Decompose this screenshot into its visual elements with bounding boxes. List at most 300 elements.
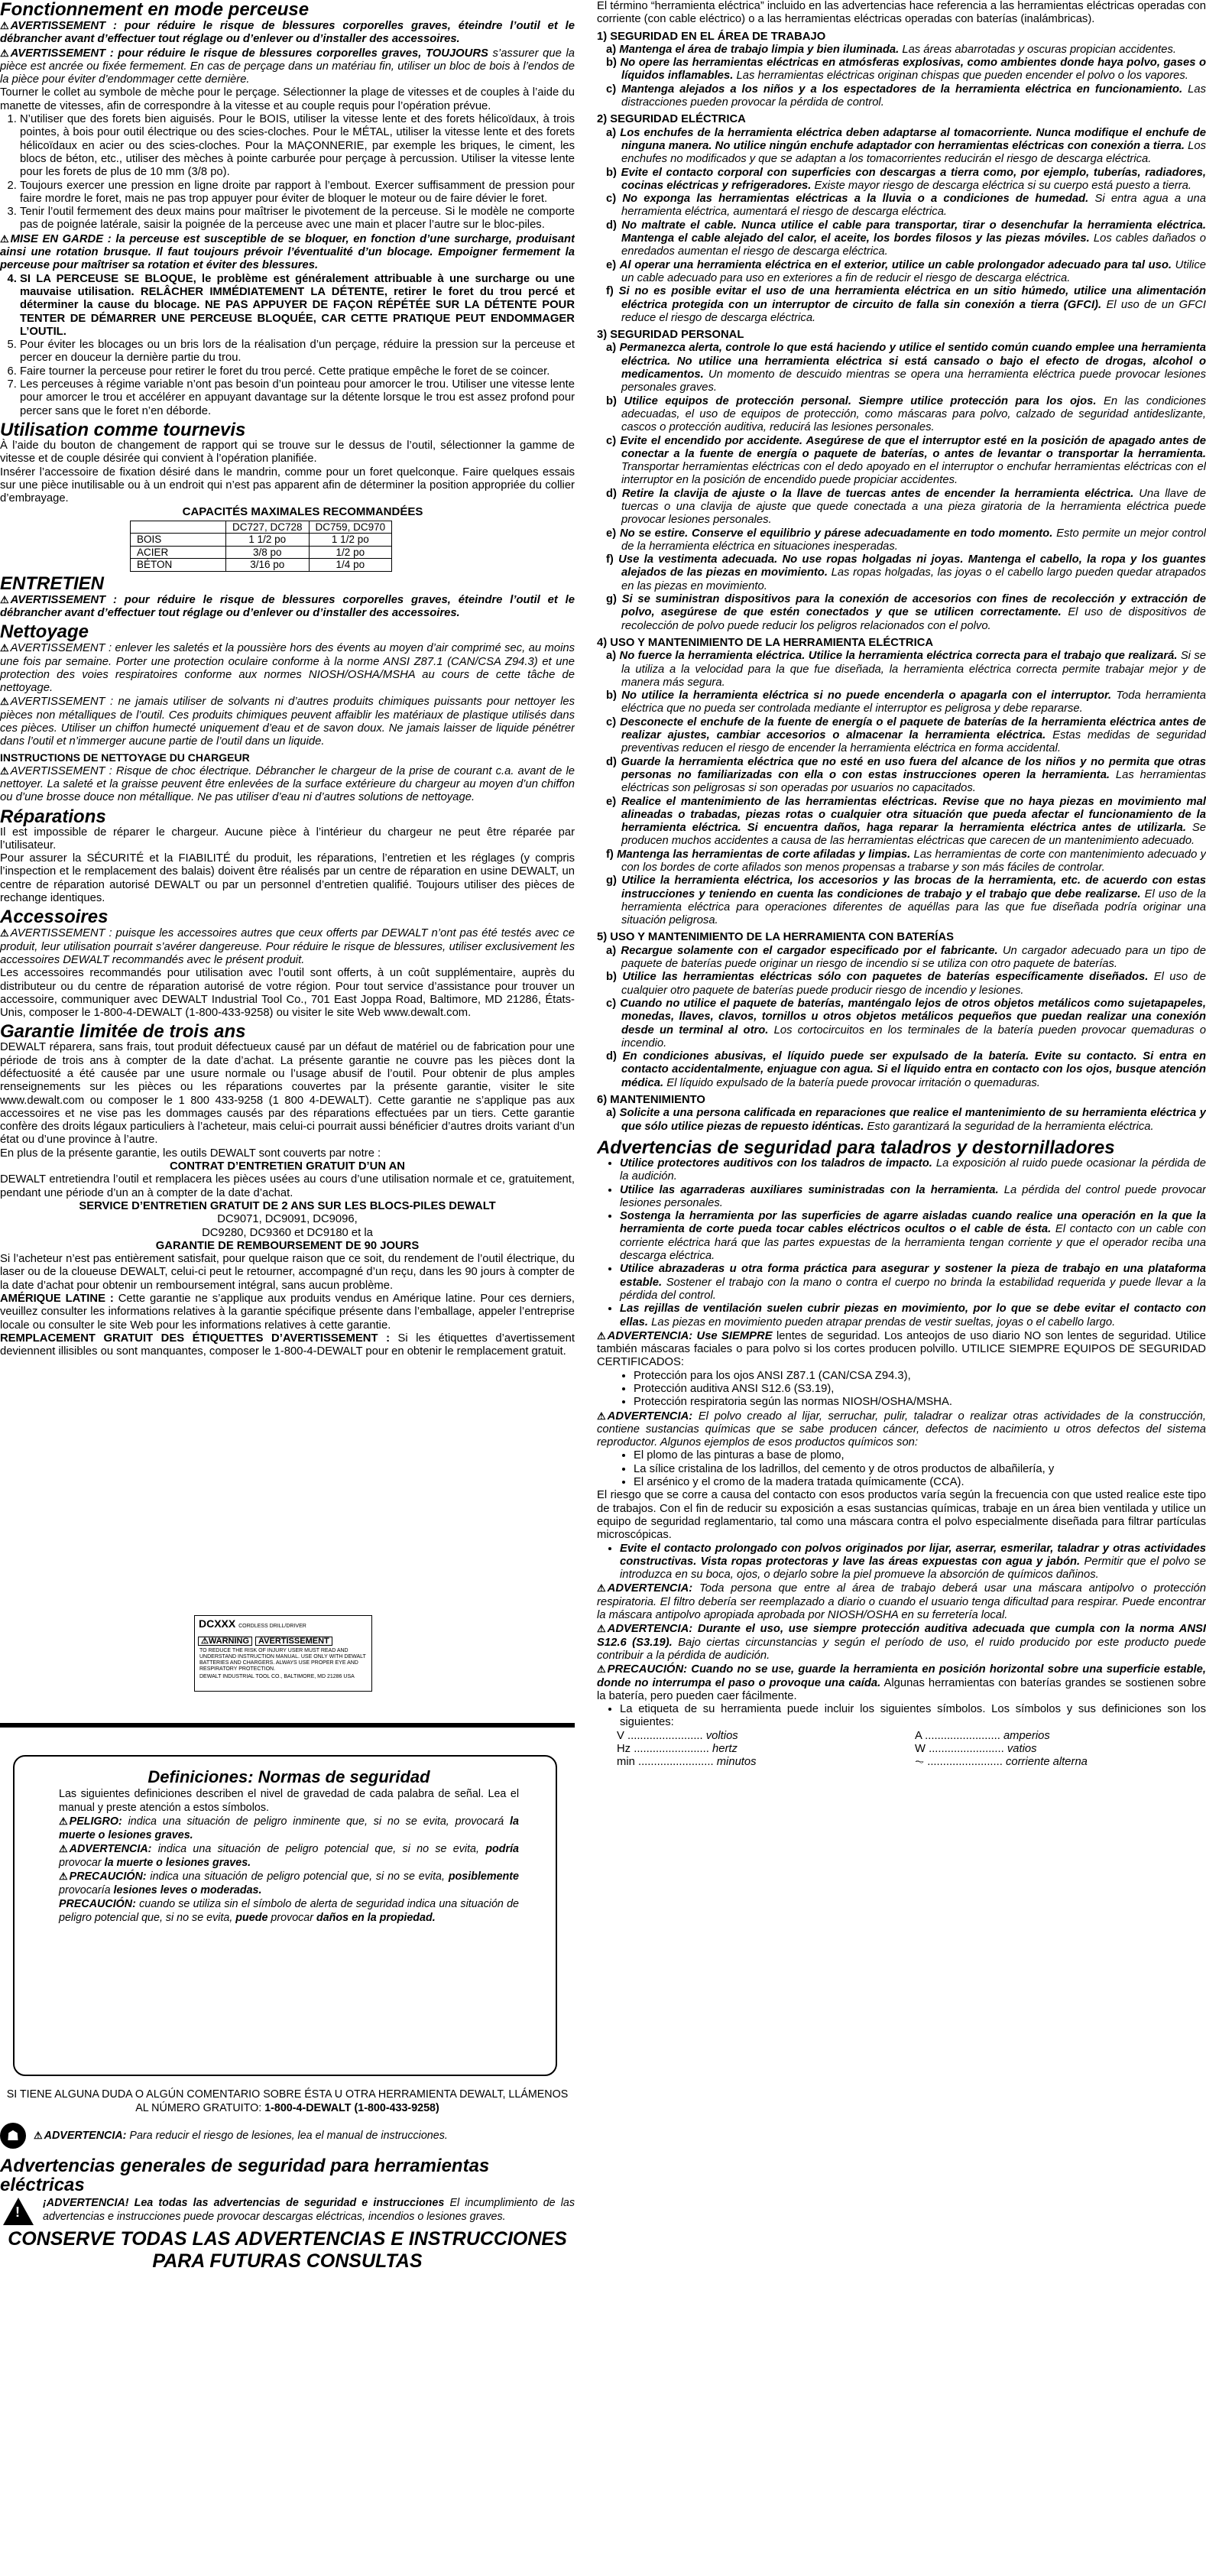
- garantie-title: Garantie limitée de trois ans: [0, 1021, 246, 1043]
- mise-en-garde: [0, 232, 575, 273]
- item-letter: c): [606, 83, 617, 96]
- nettoyage-warning-1: [0, 641, 575, 695]
- symbol-meaning: amperios: [1003, 1729, 1050, 1742]
- prec-text: Algunas herramientas con baterías grandes se sostienen sobre la batería, pero pueden caer fácilmente.: [597, 1676, 1206, 1702]
- leader-dots: ........................: [634, 1756, 717, 1769]
- warning-triangle-icon: ⚠: [597, 1623, 606, 1635]
- fonct-warning-2-bold: AVERTISSEMENT : pour réduire le risque de blessures corporelles graves, TOUJOURS: [10, 47, 488, 60]
- list-item: [606, 487, 1206, 527]
- def-advertencia-end: la muerte o lesiones graves.: [104, 1857, 251, 1869]
- label-model: [195, 1616, 371, 1634]
- list-item: 7. Les perceuses à régime variable n’ont pas besoin d’un pointeau pour amorcer le trou. Utiliser une vitesse lente pour amorcer le trou et accélérer en appuyant davantage sur la détente lorsque le trou est assez profond pour percer sans que le foret n’en déborde.: [20, 378, 575, 418]
- label-subtitle: CORDLESS DRILL/DRIVER: [238, 1624, 306, 1629]
- list-item: [606, 285, 1206, 325]
- bullet-detail-text: Sostener el trabajo con la mano o contra el cuerpo no brinda la estabilidad requerida y puede llevar a la pérdida del control.: [620, 1276, 1206, 1302]
- list-item: [606, 553, 1206, 593]
- item-bold-text: No se estire. Conserve el equilibrio y párese adecuadamente en todo momento.: [619, 527, 1053, 540]
- spanish-intro: [0, 2088, 575, 2273]
- contact-phone: 1-800-4-DEWALT (1-800-433-9258): [264, 2102, 439, 2114]
- entretien-warning-text: AVERTISSEMENT : pour réduire le risque de blessures corporelles graves, éteindre l’outil et le débrancher avant d’effectuer tout réglage ou d’enlever ou d’installer des accessoires.: [0, 593, 575, 619]
- reparations-title: Réparations: [0, 806, 106, 827]
- nettoyage-warning-2-text: AVERTISSEMENT : ne jamais utiliser de solvants ni d’autres produits chimiques puissants pour nettoyer les pièces non métalliques de l’outil. Ces produits chimiques peuvent affaiblir les matériaux de plastique utilisés dans ces pièces. Utiliser un chiffon humecté uniquement d’eau et de savon doux. Ne jamais laisser de liquide pénétrer dans l’outil et n’immerger aucune partie de l’outil dans un liquide.: [0, 696, 575, 748]
- item-letter: a): [606, 43, 617, 56]
- list-item: [620, 1263, 1206, 1303]
- item-letter: c): [606, 997, 617, 1010]
- label-model-text: DCXXX: [199, 1617, 236, 1630]
- item-letter: g): [606, 874, 617, 887]
- item-letter: f): [606, 848, 614, 861]
- fonct-list: [0, 113, 575, 232]
- prec-label: PRECAUCIÓN: Cuando no se use, guarde la herramienta en posición horizontal sobre una superficie estable, donde no interrumpa el paso o provoque una caída.: [597, 1663, 1206, 1689]
- item-detail-text: Se producen muchos accidentes a causa de las herramientas eléctricas que carecen de un mantenimiento adecuado.: [621, 822, 1206, 848]
- spanish-column: [597, 0, 1206, 2576]
- def-precaucion-2-text: cuando se utiliza sin el símbolo de alerta de seguridad indica una situación de peligro potencial que, si no se evita,: [59, 1898, 519, 1924]
- item-bold-text: Desconecte el enchufe de la fuente de energía o el paquete de baterías de la herramienta eléctrica antes de realizar ajustes, cambiar accesorios o almacenar la herramienta eléctrica.: [620, 715, 1206, 742]
- item-letter: g): [606, 593, 617, 606]
- section-1-title: 1) SEGURIDAD EN EL ÁREA DE TRABAJO: [597, 30, 826, 43]
- french-text: [0, 0, 575, 1613]
- nettoyage-warning-2: [0, 695, 575, 748]
- list-item: [606, 593, 1206, 633]
- table-cell: 1/2 po: [309, 546, 392, 559]
- symbol-glyph: W: [915, 1743, 926, 1755]
- list-item: [606, 166, 1206, 193]
- read-manual-label: ADVERTENCIA:: [44, 2129, 127, 2142]
- item-bold-text: Los enchufes de la herramienta eléctrica deben adaptarse al tomacorriente. Nunca modifique el enchufe de ninguna manera. No utilice ningún enchufe adaptador con herramientas eléctricas con conexión a tierra.: [620, 126, 1206, 152]
- def-peligro-text: indica una situación de peligro inminente que, si no se evita, provocará: [128, 1815, 504, 1828]
- table-cell: BOIS: [131, 534, 226, 547]
- def-advertencia: [59, 1842, 519, 1870]
- chargeur-title: INSTRUCTIONS DE NETTOYAGE DU CHARGEUR: [0, 751, 250, 764]
- section-divider: [0, 1723, 575, 1728]
- warning-label-image: [194, 1615, 372, 1692]
- warning-triangle-icon: ⚠: [0, 593, 9, 605]
- capacity-caption: CAPACITÉS MAXIMALES RECOMMANDÉES: [182, 505, 423, 519]
- contact-line: [0, 2088, 575, 2115]
- item-letter: c): [606, 715, 617, 728]
- item-detail-text: Las herramientas eléctricas son peligrosas si son operadas por usuarios no capacitados.: [621, 768, 1206, 795]
- warning-triangle-icon: ⚠: [59, 1815, 68, 1827]
- adv-siempre-text: lentes de seguridad. Los anteojos de uso diario NO son lentes de seguridad. Utilice también máscaras faciales o para polvo si los cortes producen polvillo. UTILICE SIEMPRE EQUIPOS DE SEGURIDAD CERTIFICADOS:: [597, 1329, 1206, 1369]
- item-detail-text: El líquido expulsado de la batería puede provocar irritación o quemaduras.: [666, 1076, 1040, 1089]
- section-2-list: [597, 127, 1206, 325]
- list-item: [606, 126, 1206, 167]
- remplacement-text: Si les étiquettes d’avertissement deviennent illisibles ou sont manquantes, composer le 1-800-4-DEWALT pour en obtenir le remplacement gratuit.: [0, 1332, 575, 1358]
- warning-triangle-icon: ⚠: [597, 1582, 606, 1595]
- item-letter: e): [606, 527, 617, 540]
- general-warning-text: [43, 2196, 575, 2225]
- item-bold-text: Mantenga el área de trabajo limpia y bien iluminada.: [619, 43, 900, 56]
- leader-dots: ........................: [922, 1729, 1003, 1742]
- item-detail-text: Las distracciones pueden provocar la pérdida de control.: [621, 83, 1206, 109]
- evite-list: [597, 1543, 1206, 1582]
- item-bold-text: Utilice equipos de protección personal. Siempre utilice protección para los ojos.: [624, 394, 1097, 407]
- list-item: [606, 1050, 1206, 1090]
- bullet-detail-text: El contacto con un cable con corriente eléctrica hará que las partes expuestas de la herramienta tengan corriente y que el operador reciba una descarga eléctrica.: [620, 1223, 1206, 1263]
- item-letter: a): [606, 1107, 617, 1120]
- drill-warnings-list: [597, 1157, 1206, 1329]
- read-manual-warning: [0, 2123, 575, 2149]
- item-detail-text: Las herramientas de corte con mantenimiento adecuado y con los bordes de corte afilados son menos propensas a trabarse y son más fáciles de controlar.: [621, 848, 1206, 874]
- list-item: [606, 342, 1206, 394]
- list-item: [606, 219, 1206, 259]
- table-header: DC727, DC728: [226, 521, 310, 534]
- table-header-row: [131, 521, 392, 534]
- section-6-title: 6) MANTENIMIENTO: [597, 1094, 705, 1107]
- list-item: • La sílice cristalina de los ladrillos, del cemento y de otros productos de albañilería, y: [634, 1463, 1206, 1476]
- item-letter: d): [606, 755, 617, 768]
- item-bold-text: Retire la clavija de ajuste o la llave de tuercas antes de encender la herramienta eléctrica.: [621, 487, 1134, 500]
- item-letter: e): [606, 258, 617, 271]
- item-detail-text: Las herramientas eléctricas originan chispas que pueden encender el polvo o los vapores.: [736, 70, 1188, 83]
- bullet-detail-text: La pérdida del control puede provocar lesiones personales.: [620, 1183, 1206, 1209]
- list-item: 1. N’utiliser que des forets bien aiguisés. Pour le BOIS, utiliser la vitesse lente et des forets hélicoïdaux, à trois pointes, à bois pour outil électrique ou des scies-cloches. Pour le MÉTAL, utiliser la vitesse lente et des forets hélicoïdaux en acier ou des scies-cloches. Pour la MAÇONNERIE, par exemple les briques, le ciment, les blocs de béton, etc., utiliser des mèches à pointe carburée pour perçage à percussion. Utiliser la vitesse lente pour les forets de plus de 10 mm (3/8 po).: [20, 113, 575, 179]
- list-item: • El arsénico y el cromo de la madera tratada químicamente (CCA).: [634, 1476, 1206, 1489]
- item-bold-text: Al operar una herramienta eléctrica en el exterior, utilice un cable prolongador adecuado para tal uso.: [619, 258, 1172, 271]
- def-peligro: [59, 1815, 519, 1842]
- item-letter: d): [606, 487, 617, 500]
- item-detail-text: Estas medidas de seguridad preventivas reducen el riesgo de encender la herramienta eléctrica en forma accidental.: [621, 729, 1206, 755]
- def-precaucion-2: [59, 1897, 519, 1925]
- symbol-glyph: min: [617, 1756, 635, 1769]
- item-detail-text: Si se la utiliza a la velocidad para la que fue diseñada, la herramienta eléctrica correcta permite trabajar mejor y de manera más segura.: [621, 650, 1206, 689]
- riesgo-paragraph: El riesgo que se corre a causa del contacto con esos productos varía según la frecuencia con que usted realice este tipo de trabajos. Con el fin de reducir su exposición a esas sustancias químicas, trabaje en un área bien ventilada y utilice un equipo de seguridad reglamentario, tal como una máscara contra el polvo especialmente diseñada para filtrar partículas microscópicas.: [597, 1489, 1206, 1542]
- warning-triangle-icon: ⚠: [0, 20, 9, 31]
- section-3-list: [597, 342, 1206, 633]
- warning-triangle-icon: !: [3, 2198, 34, 2225]
- symbol-definition: [915, 1743, 1206, 1756]
- bullet-bold-text: Utilice protectores auditivos con los taladros de impacto.: [620, 1157, 932, 1170]
- item-detail-text: El uso de dispositivos de recolección de polvo puede reducir los peligros relacionados con el polvo.: [621, 606, 1206, 632]
- adv-aud-text: Bajo ciertas circunstancias y según el período de uso, el ruido producido por este producto puede contribuir a la pérdida de audición.: [597, 1636, 1206, 1662]
- item-bold-text: Guarde la herramienta eléctrica que no esté en uso fuera del alcance de los niños y no permita que otras personas no familiarizadas con ella o con estas instrucciones operen la herramienta.: [621, 755, 1206, 781]
- list-item: • Protección para los ojos ANSI Z87.1 (CAN/CSA Z94.3),: [634, 1370, 1206, 1383]
- item-bold-text: Evite el contacto corporal con superficies con descargas a tierra como, por ejemplo, tuberías, radiadores, cocinas eléctricas y refrigeradores.: [621, 166, 1206, 192]
- list-item: 4. SI LA PERCEUSE SE BLOQUE, le problème est généralement attribuable à une surcharge ou une mauvaise utilisation. RELÂCHER IMMÉDIATEMENT LA DÉTENTE, retirer le foret du trou percé et déterminer la cause du blocage. NE PAS APPUYER DE FAÇON RÉPÉTÉE SUR LA DÉTENTE POUR TENTER DE DÉMARRER UNE PERCEUSE BLOQUÉE, CAR CETTE PRATIQUE PEUT ENDOMMAGER L’OUTIL.: [20, 273, 575, 339]
- tournevis-p2: Insérer l’accessoire de fixation désiré dans le mandrin, comme pour un foret quelconque. Faire quelques essais sur une pièce inutilisable ou à un endroit qui n’est pas apparent afin de déterminer la position appropriée du collier d’embrayage.: [0, 466, 575, 505]
- item-letter: c): [606, 193, 617, 206]
- label-address: DEWALT INDUSTRIAL TOOL CO., BALTIMORE, MD 21286 USA: [199, 1674, 355, 1679]
- list-item: [620, 1184, 1206, 1211]
- item-detail-text: Existe mayor riesgo de descarga eléctrica si su cuerpo está puesto a tierra.: [814, 179, 1192, 192]
- item-detail-text: Los cortocircuitos en los terminales de la batería pueden provocar quemaduras o incendio.: [621, 1024, 1206, 1050]
- amerique-label: AMÉRIQUE LATINE :: [0, 1293, 114, 1306]
- item-detail-text: Esto garantizará la seguridad de la herramienta eléctrica.: [867, 1120, 1154, 1133]
- garantie-p2: En plus de la présente garantie, les outils DEWALT sont couverts par notre :: [0, 1147, 381, 1160]
- list-item: • Protección auditiva ANSI S12.6 (S3.19),: [634, 1383, 1206, 1396]
- list-item: • Protección respiratoria según las normas NIOSH/OSHA/MSHA.: [634, 1396, 1206, 1409]
- warning-triangle-icon: ⚠: [0, 696, 9, 708]
- def-precaucion-mid: posiblemente: [448, 1870, 519, 1883]
- item-bold-text: Utilice las herramientas eléctricas sólo con paquetes de baterías específicamente diseñados.: [622, 971, 1149, 984]
- fonct-list-continued: [0, 273, 575, 418]
- fonct-warning-2: [0, 47, 575, 87]
- reparations-p2: Pour assurer la SÉCURITÉ et la FIABILITÉ du produit, les réparations, l’entretien et les réglages (y compris l’inspection et le remplacement des balais) doivent être réalisés par un centre de réparation en usine DEWALT, un centre de réparation autorisé DEWALT ou par un personnel d’entretien qualifié. Toujours utiliser des pièces de rechange identiques.: [0, 852, 575, 905]
- list-item: • El plomo de las pinturas a base de plomo,: [634, 1449, 1206, 1462]
- adv-aud-label: ADVERTENCIA: Durante el uso, use siempre protección auditiva adecuada que cumpla con la norma ANSI S12.6 (S3.19).: [597, 1623, 1206, 1649]
- item-bold-text: Si no es posible evitar el uso de una herramienta eléctrica en un sitio húmedo, utilice una alimentación eléctrica protegida con un interruptor de circuito de falla sin conexión a tierra (GFCI).: [618, 285, 1206, 311]
- fonct-paragraph: Tourner le collet au symbole de mèche pour le perçage. Sélectionner la plage de vitesses et de couples à l’aide du manette de vitesses, afin de correspondre à la vitesse et au couple requis pour l’opération prévue.: [0, 86, 575, 112]
- bullet-detail-text: La exposición al ruido puede ocasionar la pérdida de la audición.: [620, 1157, 1206, 1183]
- symbol-glyph: Hz: [617, 1743, 631, 1755]
- item-detail-text: Toda herramienta eléctrica que no pueda ser controlada mediante el interruptor es peligrosa y debe repararse.: [621, 689, 1206, 715]
- symbol-definition: [915, 1730, 1206, 1743]
- list-item: [606, 874, 1206, 927]
- warning-triangle-icon: ⚠: [0, 47, 9, 59]
- def-advertencia-text: indica una situación de peligro potencial que, si no se evita,: [157, 1843, 479, 1855]
- definitions-title: Definiciones: Normas de seguridad: [148, 1767, 430, 1786]
- list-item: [606, 650, 1206, 689]
- table-cell: ACIER: [131, 546, 226, 559]
- service-model-line: DC9071, DC9091, DC9096,: [217, 1213, 358, 1226]
- evite-text: Permitir que el polvo se introduzca en su boca, ojos, o dejarlo sobre la piel promueve la absorción de químicos dañinos.: [620, 1555, 1206, 1582]
- item-detail-text: Una llave de tuercas o una clavija de ajuste que quede conectada a una pieza giratoria de la herramienta eléctrica puede provocar lesiones personales.: [621, 487, 1206, 527]
- contrat-title: CONTRAT D’ENTRETIEN GRATUIT D’UN AN: [170, 1160, 405, 1173]
- tournevis-title: Utilisation comme tournevis: [0, 419, 246, 440]
- bullet-bold-text: Las rejillas de ventilación suelen cubrir piezas en movimiento, por lo que se debe evitar el contacto con ellas.: [620, 1303, 1206, 1329]
- warning-triangle-icon: ⚠: [59, 1843, 68, 1854]
- item-letter: a): [606, 342, 617, 355]
- service-title: SERVICE D’ENTRETIEN GRATUIT DE 2 ANS SUR LES BLOCS-PILES DEWALT: [79, 1199, 496, 1212]
- item-letter: f): [606, 285, 614, 298]
- item-letter: e): [606, 795, 617, 808]
- list-item: [606, 43, 1206, 57]
- amerique-p: [0, 1293, 575, 1332]
- adv-polvo-label: ADVERTENCIA:: [607, 1410, 693, 1423]
- chargeur-warning: [0, 764, 575, 805]
- entretien-title: ENTRETIEN: [0, 573, 105, 594]
- item-letter: b): [606, 57, 617, 70]
- item-letter: a): [606, 126, 617, 139]
- symbol-glyph: V: [617, 1729, 624, 1742]
- def-advertencia-verb: provocar: [59, 1857, 102, 1869]
- item-detail-text: Si entra agua a una herramienta eléctrica, aumentará el riesgo de descarga eléctrica.: [621, 193, 1206, 219]
- list-item: [606, 795, 1206, 848]
- table-row: [131, 559, 392, 572]
- bullet-bold-text: Utilice abrazaderas u otra forma práctica para asegurar y sostener la pieza de trabajo en una plataforma estable.: [620, 1263, 1206, 1289]
- read-manual-icon: ☗: [0, 2123, 26, 2149]
- adv-siempre: [597, 1329, 1206, 1370]
- item-detail-text: El uso de la herramienta eléctrica para operaciones diferentes de aquéllas para las que fue diseñada podría originar una situación peligrosa.: [621, 887, 1206, 927]
- list-item: [606, 689, 1206, 716]
- item-detail-text: Los cables dañados o enredados aumentan el riesgo de descarga eléctrica.: [621, 232, 1206, 258]
- symbol-meaning: voltios: [705, 1729, 738, 1742]
- item-bold-text: No utilice la herramienta eléctrica si no puede encenderla o apagarla con el interruptor.: [621, 689, 1112, 702]
- list-item: 2. Toujours exercer une pression en ligne droite par rapport à l’embout. Exercer suffisamment de pression pour faire mordre le foret, mais ne pas trop appuyer pour éviter de bloquer le moteur ou de faire dévier le foret.: [20, 180, 575, 206]
- item-bold-text: Evite el encendido por accidente. Asegúrese de que el interruptor esté en la posición de apagado antes de conectar a la fuente de energía o paquete de baterías, o antes de levantar o transportar la herramienta.: [620, 434, 1206, 460]
- item-bold-text: Mantenga alejados a los niños y a los espectadores de la herramienta eléctrica en funcionamiento.: [621, 83, 1183, 96]
- warning-triangle-icon: ⚠: [59, 1870, 68, 1882]
- section-6-list: [597, 1107, 1206, 1134]
- item-letter: f): [606, 553, 614, 566]
- table-row: [131, 534, 392, 547]
- table-cell: 3/16 po: [226, 559, 310, 572]
- list-item: [606, 434, 1206, 488]
- item-letter: c): [606, 434, 617, 447]
- list-item: [606, 83, 1206, 110]
- symbol-meaning: hertz: [712, 1743, 738, 1755]
- service-model-line: DC9280, DC9360 et DC9180 et la: [202, 1226, 373, 1239]
- item-bold-text: No opere las herramientas eléctricas en atmósferas explosivas, como ambientes donde haya polvo, gases o líquidos inflamables.: [620, 57, 1206, 83]
- remboursement-title: GARANTIE DE REMBOURSEMENT DE 90 JOURS: [155, 1239, 420, 1252]
- item-detail-text: En las condiciones adecuadas, el uso de equipos de protección, como máscaras para polvo, calzado de seguridad antideslizante, cascos o protección auditiva, reducirá las lesiones personales.: [621, 394, 1206, 434]
- item-letter: b): [606, 689, 617, 702]
- list-item: [606, 394, 1206, 435]
- accessoires-p: Les accessoires recommandés pour utilisation avec l’outil sont offerts, à un coût supplémentaire, auprès du distributeur ou du centre de réparation autorisé de votre région. Pour tout service d’assistance pour trouver un accessoire, communiquer avec DEWALT Industrial Tool Co., 701 East Joppa Road, Baltimore, MD 21286, États-Unis, composer le 1-800-4-DEWALT (1-800-433-9258) ou visiter le site Web www.dewalt.com.: [0, 967, 575, 1020]
- table-row: [131, 546, 392, 559]
- item-letter: a): [606, 650, 617, 663]
- item-bold-text: Use la vestimenta adecuada. No use ropas holgadas ni joyas. Mantenga el cabello, la ropa y los guantes alejados de las piezas en movimiento.: [618, 553, 1206, 579]
- general-warning-italic: El incumplimiento de las advertencias e instrucciones puede provocar descargas eléctricas, incendios o lesiones graves.: [43, 2197, 575, 2223]
- bullet-bold-text: Sostenga la herramienta por las superficies de agarre aisladas cuando realice una operación en la que la herramienta de corte pueda tocar cables eléctricos ocultos o el cable de ésta.: [620, 1210, 1206, 1236]
- nettoyage-title: Nettoyage: [0, 621, 89, 643]
- leader-dots: ........................: [925, 1743, 1007, 1755]
- list-item: [620, 1303, 1206, 1329]
- def-peligro-end: la muerte o lesiones graves.: [59, 1815, 519, 1841]
- item-bold-text: Solicite a una persona calificada en reparaciones que realice el mantenimiento de su herramienta eléctrica y que sólo utilice piezas de repuesto idénticas.: [619, 1107, 1206, 1133]
- general-warning: [0, 2196, 575, 2225]
- def-precaucion-end: lesiones leves o moderadas.: [113, 1884, 262, 1896]
- remboursement-p: Si l’acheteur n’est pas entièrement satisfait, pour quelque raison que ce soit, du rendement de l’outil électrique, du laser ou de la cloueuse DEWALT, celui-ci peut le retourner, accompagné d’un reçu, dans les 90 jours à compter de la date d’achat pour obtenir un remboursement intégral, sans aucun problème.: [0, 1253, 575, 1292]
- item-letter: b): [606, 394, 617, 407]
- table-cell: 3/8 po: [226, 546, 310, 559]
- read-manual-text: Para reducir el riesgo de lesiones, lea el manual de instrucciones.: [129, 2129, 448, 2142]
- def-advertencia-mid: podría: [485, 1843, 519, 1855]
- leader-dots: ........................: [924, 1756, 1006, 1769]
- def-advertencia-label: ADVERTENCIA:: [69, 1843, 152, 1855]
- french-column: [0, 0, 575, 2576]
- item-letter: d): [606, 1050, 617, 1063]
- chargeur-warning-text: AVERTISSEMENT : Risque de choc électrique. Débrancher le chargeur de la prise de courant c.a. avant de le nettoyer. La saleté et la graisse peuvent être enlevées de la surface extérieure du chargeur au moyen d’un chiffon ou d’une brosse douce non métallique. Ne pas utiliser d’eau ni d’autres solutions de nettoyage.: [0, 764, 575, 804]
- list-item: 3. Tenir l’outil fermement des deux mains pour maîtriser le pivotement de la perceuse. Si le modèle ne comporte pas de poignée latérale, saisir la poignée de la perceuse avec une main et placer l’autre sur le bloc-piles.: [20, 206, 575, 232]
- leader-dots: ........................: [624, 1729, 706, 1742]
- item-detail-text: El uso de un GFCI reduce el riesgo de descarga eléctrica.: [621, 298, 1206, 324]
- tournevis-p1: À l’aide du bouton de changement de rapport qui se trouve sur le dessus de l’outil, sélectionner la gamme de vitesse et de couple désirée qui convient à l’opération planifiée.: [0, 439, 575, 466]
- section-3-title: 3) SEGURIDAD PERSONAL: [597, 329, 744, 342]
- list-item: [606, 527, 1206, 554]
- warning-triangle-icon: ⚠: [0, 642, 9, 654]
- item-bold-text: Cuando no utilice el paquete de baterías, manténgalo lejos de otros objetos metálicos como sujetapapeles, monedas, llaves, clavos, tornillos u otros objetos metálicos pequeños que puedan realizar una conexión desde un terminal al otro.: [620, 997, 1206, 1037]
- item-bold-text: Si se suministran dispositivos para la conexión de accesorios con fines de recolección y extracción de polvo, asegúrese de que estén conectados y que se utilicen correctamente.: [621, 593, 1206, 619]
- list-item: [606, 193, 1206, 219]
- warning-triangle-icon: ⚠: [597, 1663, 606, 1676]
- item-bold-text: Utilice la herramienta eléctrica, los accesorios y las brocas de la herramienta, etc. de acuerdo con estas instrucciones y teniendo en cuenta las condiciones de trabajo y el trabajo que debe realizarse.: [621, 874, 1206, 900]
- section-5-list: [597, 945, 1206, 1090]
- entretien-warning: [0, 593, 575, 621]
- reparations-p1: Il est impossible de réparer le chargeur. Aucune pièce à l’intérieur du chargeur ne peut être réparée par l’utilisateur.: [0, 826, 575, 852]
- accessoires-warning: [0, 926, 575, 967]
- adv-resp-text: Toda persona que entre al área de trabajo deberá usar una máscara antipolvo o protección respiratoria. El filtro debería ser reemplazado a diario o cuando el usuario tenga dificultad para respirar. Puede encontrar la máscara antipolvo apropiada aprobada por NIOSH/OSHA en su ferretería local.: [597, 1582, 1206, 1622]
- def-precaucion-2-end: daños en la propiedad.: [316, 1912, 436, 1924]
- item-bold-text: No exponga las herramientas eléctricas a la lluvia o a condiciones de humedad.: [622, 193, 1089, 206]
- def-precaucion: [59, 1870, 519, 1897]
- contact-text: SI TIENE ALGUNA DUDA O ALGÚN COMENTARIO SOBRE ÉSTA U OTRA HERRAMIENTA DEWALT, LLÁMENOS AL NÚMERO GRATUITO:: [6, 2088, 569, 2114]
- leader-dots: ........................: [631, 1743, 712, 1755]
- chemicals-list: [597, 1449, 1206, 1489]
- item-letter: d): [606, 219, 617, 232]
- bullet-detail-text: Las piezas en movimiento pueden atrapar prendas de vestir sueltas, joyas o el cabello largo.: [651, 1316, 1116, 1329]
- warning-triangle-icon: ⚠: [0, 764, 9, 777]
- precaucion-guardado: [597, 1663, 1206, 1703]
- list-item: [606, 848, 1206, 875]
- label-fine-print: TO REDUCE THE RISK OF INJURY USER MUST READ AND UNDERSTAND INSTRUCTION MANUAL. USE ONLY WITH DEWALT BATTERIES AND CHARGERS. ALWAYS USE PROPER EYE AND RESPIRATORY PROTECTION.: [199, 1648, 366, 1672]
- def-precaucion-verb: provocaría: [59, 1884, 111, 1896]
- def-precaucion-text: indica una situación de peligro potencial que, si no se evita,: [150, 1870, 445, 1883]
- item-detail-text: Un momento de descuido mientras se opera una herramienta eléctrica puede provocar lesiones personales graves.: [621, 368, 1206, 394]
- fonct-warning-1: [0, 19, 575, 47]
- section-5-title: 5) USO Y MANTENIMIENTO DE LA HERRAMIENTA CON BATERÍAS: [597, 931, 954, 944]
- item-detail-text: Las ropas holgadas, las joyas o el cabello largo pueden quedar atrapados en las piezas en movimiento.: [621, 566, 1206, 592]
- adv-respiratoria: [597, 1582, 1206, 1622]
- fonct-warning-2-italic: s’assurer que la pièce est ancrée ou fixée fermement. En cas de perçage dans un matériau fin, utiliser un bloc de bois à l’endos de la pièce pour éviter d’endommager cette dernière.: [0, 47, 575, 86]
- section-2-title: 2) SEGURIDAD ELÉCTRICA: [597, 113, 746, 126]
- symbol-definition: [915, 1756, 1206, 1769]
- def-precaucion-label: PRECAUCIÓN:: [69, 1870, 147, 1883]
- list-item: • La etiqueta de su herramienta puede incluir los siguientes símbolos. Los símbolos y sus definiciones son los siguientes:: [620, 1703, 1206, 1730]
- adv-polvo: [597, 1410, 1206, 1450]
- warning-triangle-icon: ⚠: [0, 232, 9, 245]
- item-bold-text: Mantenga las herramientas de corte afiladas y limpias.: [617, 848, 911, 861]
- accessoires-warning-text: AVERTISSEMENT : puisque les accessoires autres que ceux offerts par DEWALT n’ont pas été testés avec ce produit, leur utilisation pourrait s’avérer dangereuse. Pour réduire le risque de blessures, utiliser exclusivement les accessoires DEWALT recommandés avec le présent produit.: [0, 927, 575, 966]
- list-item: [606, 715, 1206, 756]
- list-item: [620, 1543, 1206, 1582]
- def-peligro-label: PELIGRO:: [69, 1815, 122, 1828]
- warning-triangle-icon: ⚠: [0, 927, 9, 939]
- def-precaucion-2-label: PRECAUCIÓN:: [59, 1898, 136, 1910]
- warning-triangle-icon: ⚠: [597, 1329, 606, 1342]
- table-cell: 1/4 po: [309, 559, 392, 572]
- table-header: [131, 521, 226, 534]
- remplacement-p: [0, 1332, 575, 1359]
- evite-bold: Evite el contacto prolongado con polvos originados por lijar, aserrar, esmerilar, taladrar y otras actividades constructivas. Vista ropas protectoras y lave las áreas expuestas con agua y jabón.: [620, 1542, 1206, 1568]
- table-cell: 1 1/2 po: [309, 534, 392, 547]
- label-warning-tags: [198, 1637, 368, 1646]
- remplacement-label: REMPLACEMENT GRATUIT DES ÉTIQUETTES D’AVERTISSEMENT :: [0, 1332, 390, 1345]
- list-item: [620, 1210, 1206, 1263]
- adv-siempre-label: ADVERTENCIA: Use SIEMPRE: [607, 1329, 773, 1342]
- nettoyage-warning-1-text: AVERTISSEMENT : enlever les saletés et la poussière hors des évents au moyen d’air comprimé sec, au moins une fois par semaine. Porter une protection oculaire conforme à la norme ANSI Z87.1 (CAN/CSA Z94.3) et une protection des voies respiratoires conforme aux normes NIOSH/OSHA/MSHA au cours de cette tâche de nettoyage.: [0, 642, 575, 695]
- item-detail-text: Las áreas abarrotadas y oscuras propician accidentes.: [902, 43, 1176, 56]
- adv-auditiva: [597, 1622, 1206, 1663]
- symbol-glyph: A: [915, 1729, 922, 1742]
- section-1-list: [597, 44, 1206, 109]
- mise-en-garde-text: MISE EN GARDE : la perceuse est susceptible de se bloquer, en fonction d’une surcharge, produisant ainsi une rotation brusque. Il faut toujours prévoir l’éventualité d’un blocage. Empoigner fermement la perceuse pour maîtriser sa rotation et éviter des blessures.: [0, 232, 575, 272]
- section-4-title: 4) USO Y MANTENIMIENTO DE LA HERRAMIENTA ELÉCTRICA: [597, 636, 934, 649]
- conserve-heading: CONSERVE TODAS LAS ADVERTENCIAS E INSTRUCCIONES PARA FUTURAS CONSULTAS: [8, 2228, 567, 2272]
- item-bold-text: Recargue solamente con el cargador especificado por el fabricante.: [621, 944, 998, 957]
- list-item: 6. Faire tourner la perceuse pour retirer le foret du trou percé. Cette pratique empêche le foret de se coincer.: [20, 365, 575, 378]
- fonct-warning-1-text: AVERTISSEMENT : pour réduire le risque de blessures corporelles graves, éteindre l’outil et le débrancher avant d’effectuer tout réglage ou d’enlever ou d’installer des accessoires.: [0, 20, 575, 46]
- adv-polvo-text: El polvo creado al lijar, serruchar, pulir, taladrar o realizar otras actividades de la construcción, contiene sustancias químicas que se sabe producen cáncer, defectos de nacimiento u otros defectos del sistema reproductor. Algunos ejemplos de esos productos químicos son:: [597, 1410, 1206, 1449]
- item-detail-text: Un cargador adecuado para un tipo de paquete de baterías puede originar un riesgo de incendio si se utiliza con otro paquete de baterías.: [621, 944, 1206, 971]
- adv-resp-label: ADVERTENCIA:: [607, 1582, 693, 1595]
- list-item: [620, 1157, 1206, 1184]
- item-letter: a): [606, 944, 617, 957]
- item-bold-text: No fuerce la herramienta eléctrica. Utilice la herramienta eléctrica correcta para el trabajo que realizará.: [619, 650, 1178, 663]
- label-avertissement-tag: AVERTISSEMENT: [255, 1637, 332, 1646]
- table-header: DC759, DC970: [309, 521, 392, 534]
- definitions-box: [13, 1755, 557, 2076]
- amerique-text: Cette garantie ne s’applique aux produits vendus en Amérique latine. Pour ces derniers, veuillez consulter les informations relatives à la garantie spécifique présente dans l’emballage, appeler l’entreprise locale ou consulter le site Web pour les informations relatives à cette garantie.: [0, 1293, 575, 1332]
- item-letter: b): [606, 166, 617, 179]
- protection-list: [597, 1370, 1206, 1410]
- accessoires-title: Accessoires: [0, 907, 109, 928]
- list-item: [606, 57, 1206, 83]
- table-cell: 1 1/2 po: [226, 534, 310, 547]
- item-bold-text: En condiciones abusivas, el líquido puede ser expulsado de la batería. Evite su contacto. Si entra en contacto accidentalmente, enjuague con agua. Si el líquido entra en contacto con los ojos, busque atención médica.: [621, 1050, 1206, 1089]
- warning-triangle-icon: ⚠: [597, 1410, 606, 1422]
- label-warning-tag: ⚠WARNING: [198, 1637, 252, 1646]
